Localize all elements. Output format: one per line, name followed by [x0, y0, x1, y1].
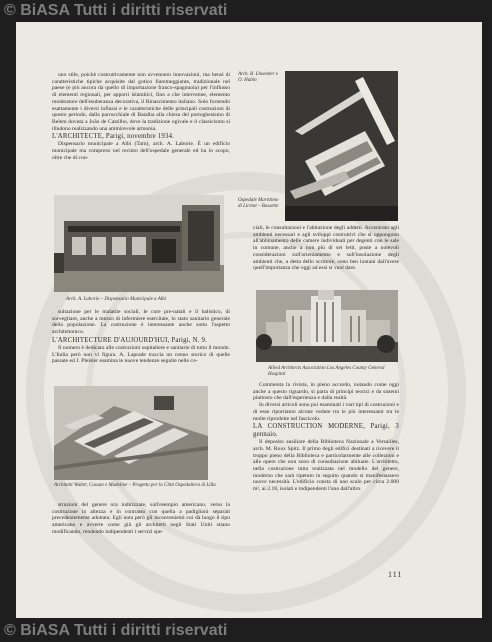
paragraph: Il numero è dedicato alle costruzioni ospitaliere e sanitarie di tutto il mondo. L'Italia però non vi figura. A. Laprade traccia un cenno storico di quelle passate ed J. Pleister esamina le nuove tendenze seguite nelle co- [52, 344, 230, 365]
watermark-bottom: © BiASA Tutti i diritti riservati [4, 622, 228, 639]
caption-lille: Architetti Walter, Cassan e Madeline – Progetto per la Città Ospedaliera di Lilla [54, 483, 216, 488]
lille-illustration [54, 386, 208, 480]
left-column-bottom-text [52, 502, 230, 567]
caption-ospedale: Ospedale Marittimo di Lirient – Bossette [238, 198, 279, 209]
photo-ospedale-marittimo [285, 71, 398, 221]
paragraph: uno stile, poichè costruttivamente non avvennero innovazioni, ma bensì di caratteristiche tipiche acquisite dal gotico fiammeggiante, tradizionale nel paese (e più ancora da quello di importazione franco-spagnuola) per l'influsso di elementi regionali, per apporti islamitici, fino a che intervenne, elemento moderatore dell'esuberanza decorativa, il Rinascimento italiano. Solo fornendo esattamente i diversi influssi e le caratteristiche delle principali costruzioni di questo periodo, dalla parrocchiale di Batalha alla chiesa del portoghesismo di Belem dovuta a João de Castilho, dove la tradizione ogivale e il classicismo si illudono realizzando una ammirevole armonia. [52, 72, 230, 132]
paragraph: In diversi articoli sono poi esaminati i vari tipi di costruzioni e di esse riportiamo alcune vedute tra le più interessanti tra le molte riprodotte nel fascicolo. [253, 402, 399, 422]
photo-citta-ospedaliera-lilla [54, 386, 208, 480]
paragraph: Commenta la rivista, in pieno accordo, notando come oggi anche a questo riguardo, si parta di principi teorici e da sistemi piuttosto che dall'esperienza e dalla realtà. [253, 382, 399, 402]
watermark-top: © BiASA Tutti i diritti riservati [4, 2, 228, 19]
paragraph: Il deposito ausiliare della Biblioteca Nazionale a Versailles, arch. M. Roux Spitz. Il primo degli edifici destinati a ricevere il troppo pieno della Biblioteca e particolarmente alle collezioni e alle opere che non sono di consultazione abituale. L'architetto, nella costruzione tutta realizzata nel modello del genere, moderno che sarà ripetuto in seguito quando si manifestassero nuove necessità. L'edificio consta di uno scalo per circa 2.000 m², ai 2.18, isolati e indipendenti l'uno dall'altro. [253, 439, 399, 493]
section-heading-construction-moderne: LA CONSTRUCTION MODERNE, Parigi, 3 gennaio. [253, 423, 399, 439]
left-column-mid-text [52, 309, 230, 381]
page-number: 111 [388, 570, 403, 579]
section-heading-architecture-aujourdhui: L'ARCHITECTURE D'AUJOURD'HUI, Parigi, N. 9. [52, 336, 208, 344]
dispensario-illustration [54, 195, 224, 292]
paragraph: Dispensario municipale a Albi (Tarn), arch. A. Laborie. È un edificio municipale ma compreso nel recinto dell'ospedale generale ed ha lo scopo, oltre che di con- [52, 141, 230, 161]
caption-la-hospital: Allied Architects Association Los Angeles County General Hospital [268, 366, 385, 377]
paragraph: ciali, le consultazioni e l'abitazione degli addetti. Accentrato agli ambienti necessari e agli sviluppi costruttivi che si oppongono all'abbinamento delle camere individuali per degenti con le sale in comune, anche a non più di sei letti, poste a notevoli considerazioni sull'orientamento e sull'insolazione degli ambienti che, a detta dello scrittore, sono ben lontani dall'avere quell'importanza che oggi ad essi si vuol dare. [253, 225, 399, 272]
la-hospital-illustration [256, 290, 398, 362]
left-column-top-text [52, 72, 230, 180]
right-column-top-text [253, 225, 399, 287]
right-column-bottom-text [253, 382, 399, 562]
magazine-page [16, 22, 482, 618]
paragraph: struzioni del genere ora indirizzate, sull'esempio americano, verso la costruzione in altezza e in contrasto con quella a padiglioni separati precedentemente adottata. Egli nota però gli inconvenienti cui dà luogo il tipo americano e avverte come già gli architetti negli Stati Uniti stiano modificando, rendendo indipendenti i servizi spe- [52, 502, 230, 535]
caption-dispensario: Arch. A. Laborie – Dispensario Municipale a Albi [66, 297, 167, 302]
paragraph: sultazione per le malattie sociali, le cure pre-natali e il balistico, di sorvegliare, anche a mezzo di infermiere esercitate, lo stato sanitario generale della popolazione. La costruzione è interessante anche sotto l'aspetto architettonico. [52, 309, 230, 336]
photo-dispensario-albi [54, 195, 224, 292]
ospedale-illustration [285, 71, 398, 221]
section-heading-larchitecte: L'ARCHITECTE, Parigi, novembre 1934. [52, 133, 175, 141]
photo-la-county-hospital [256, 290, 398, 362]
caption-lhoestier-hubin: Arch. B. Lhoestier e O. Hubin [238, 72, 278, 83]
